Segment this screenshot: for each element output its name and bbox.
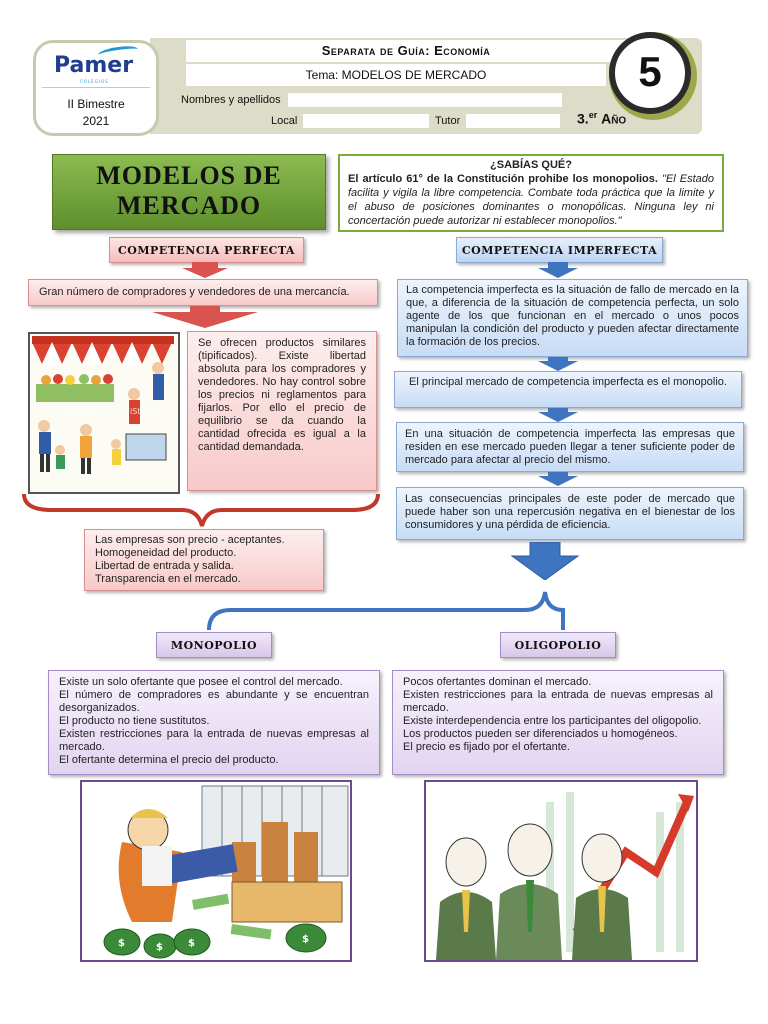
names-field[interactable] xyxy=(288,93,562,107)
monopolio-item: Existen restricciones para la entrada de nuevas empresas al mercado. xyxy=(59,728,369,753)
constitution-quote: "El Estado facilita y vigila la libre competencia. Combate toda práctica que la limite y el abuso de posiciones dominantes o monopólicas. Ninguna ley ni concertación puede autorizar ni establecer monopolios." xyxy=(348,173,714,227)
arrow-down-icon xyxy=(536,408,580,422)
perfecta-box-2: Se ofrecen productos similares (tipificados). Existe libertad absoluta para los compradores y vendedores. No hay control sobre los precios ni reglamentos para fijarlos. Por ello el precio de equilibrio se da cuando la cantidad ofrecida es igual a la cantidad demandada. xyxy=(187,331,377,491)
local-label: Local xyxy=(271,115,298,127)
arrow-down-icon xyxy=(180,262,230,278)
guide-topic: Tema: MODELOS DE MERCADO xyxy=(186,64,606,86)
monopolio-item: El producto no tiene sustitutos. xyxy=(59,715,210,727)
summary-item: Transparencia en el mercado. xyxy=(95,573,241,585)
svg-text:$: $ xyxy=(188,938,195,949)
monopolio-item: El ofertante determina el precio del producto. xyxy=(59,754,279,766)
market-illustration xyxy=(28,332,180,494)
perfecta-box-1: Gran número de compradores y vendedores de una mercancía. xyxy=(28,279,378,306)
arrow-down-icon xyxy=(536,472,580,486)
main-title-line2: MERCADO xyxy=(116,191,262,220)
guide-number-badge: 5 xyxy=(609,32,691,114)
arrow-down-large-icon xyxy=(510,542,580,580)
monopolio-item: Existe un solo ofertante que posee el control del mercado. xyxy=(59,676,343,688)
grade-label xyxy=(577,110,626,127)
summary-item: Las empresas son precio - aceptantes. xyxy=(95,534,285,546)
did-you-know-box xyxy=(338,154,724,232)
oligopolio-item: Los productos pueden ser diferenciados u homogéneos. xyxy=(403,728,678,740)
oligopoly-illustration xyxy=(424,780,698,962)
year-label: 2021 xyxy=(82,114,110,128)
tutor-label: Tutor xyxy=(435,115,461,127)
guide-title: Separata de Guía: Economía xyxy=(186,40,626,62)
monopolio-box xyxy=(48,670,380,775)
curly-bracket-icon xyxy=(22,492,382,530)
perfecta-summary-box xyxy=(84,529,324,591)
monopoly-illustration xyxy=(80,780,352,962)
grade-number: 3. xyxy=(577,110,589,127)
grade-word: Año xyxy=(601,110,627,127)
summary-item: Homogeneidad del producto. xyxy=(95,547,237,559)
imperfecta-box-2: El principal mercado de competencia imperfecta es el monopolio. xyxy=(394,371,742,408)
tutor-field[interactable] xyxy=(466,114,560,128)
tag-oligopolio: OLIGOPOLIO xyxy=(500,632,616,658)
imperfecta-box-4: Las consecuencias principales de este poder de mercado que puede haber son una repercusión negativa en el bienestar de los consumidores y una pérdida de eficiencia. xyxy=(396,487,744,540)
logo-divider xyxy=(42,87,150,88)
svg-text:$: $ xyxy=(118,938,125,949)
names-label: Nombres y apellidos xyxy=(181,94,281,106)
school-logo-box xyxy=(33,40,159,136)
oligopolio-item: Pocos ofertantes dominan el mercado. xyxy=(403,676,592,688)
oligopolio-item: Existe interdependencia entre los participantes del oligopolio. xyxy=(403,715,702,727)
main-title xyxy=(52,154,326,230)
bimestre-label: II Bimestre xyxy=(67,97,125,111)
grade-suffix: er xyxy=(588,110,598,120)
oligopolio-item: Existen restricciones para la entrada de nuevas empresas al mercado. xyxy=(403,689,713,714)
curly-bracket-icon xyxy=(205,588,569,632)
imperfecta-box-3: En una situación de competencia imperfecta las empresas que residen en ese mercado pueden llegar a tener suficiente poder de mercado para afectar al precio del mismo. xyxy=(396,422,744,472)
did-you-know-body xyxy=(348,172,714,228)
arrow-down-icon xyxy=(150,306,260,328)
imperfecta-box-1: La competencia imperfecta es la situación de fallo de mercado en la que, a diferencia de la situación de competencia perfecta, un solo agente de los que funcionan en el mercado o unos pocos manipulan la condición del producto y pueden afectar directamente la formación de los precios. xyxy=(397,279,748,357)
did-you-know-heading: ¿SABÍAS QUÉ? xyxy=(490,159,572,171)
watermark-istock: iStock xyxy=(66,407,91,416)
logo-name: Pamer xyxy=(54,53,134,78)
tag-monopolio: MONOPOLIO xyxy=(156,632,272,658)
tag-competencia-perfecta: COMPETENCIA PERFECTA xyxy=(109,237,304,263)
arrow-down-icon xyxy=(536,262,580,278)
svg-text:$: $ xyxy=(302,934,309,945)
monopolio-item: El número de compradores es abundante y se encuentran desorganizados. xyxy=(59,689,369,714)
oligopolio-item: El precio es fijado por el ofertante. xyxy=(403,741,570,753)
summary-item: Libertad de entrada y salida. xyxy=(95,560,234,572)
oligopolio-box xyxy=(392,670,724,775)
watermark-istock: iStock xyxy=(130,407,155,416)
local-field[interactable] xyxy=(303,114,429,128)
logo-subtitle: COLEGIOS xyxy=(80,79,109,84)
constitution-article: El artículo 61° de la Constitución prohibe los monopolios. xyxy=(348,173,658,185)
svg-text:$: $ xyxy=(156,942,163,953)
arrow-down-icon xyxy=(536,357,580,371)
main-title-line1: MODELOS DE xyxy=(96,161,282,190)
tag-competencia-imperfecta: COMPETENCIA IMPERFECTA xyxy=(456,237,663,263)
